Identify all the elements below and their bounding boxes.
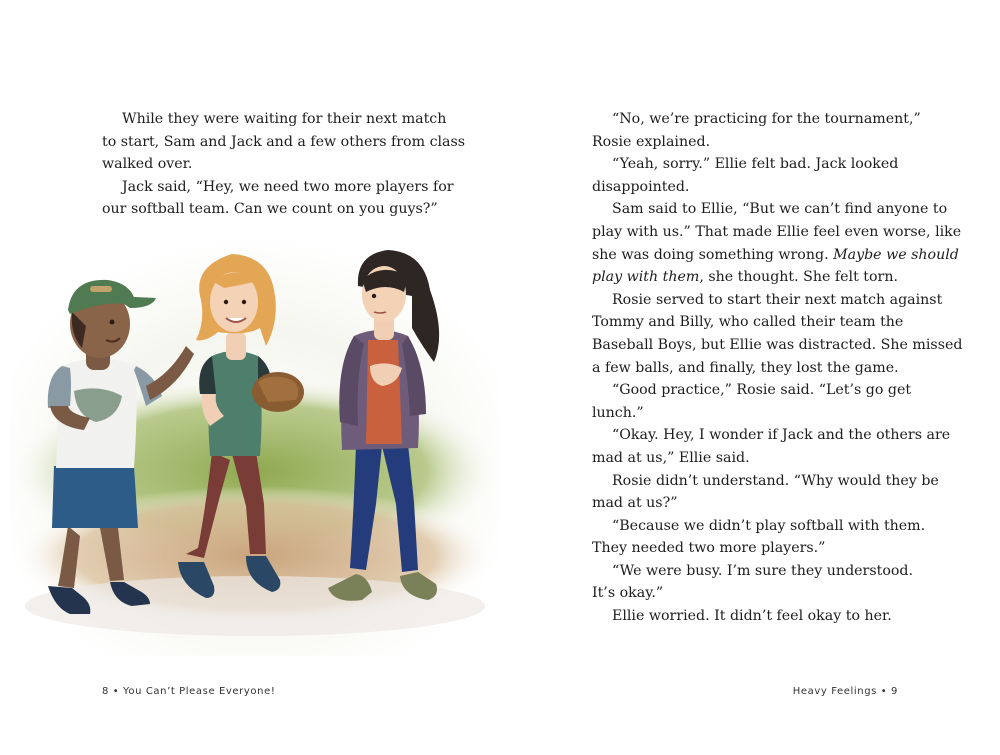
text-line: a few balls, and finally, they lost the game. <box>592 359 899 376</box>
italic-thought: Maybe we should <box>833 246 959 263</box>
text-line: mad at us?” <box>592 495 678 512</box>
text-line <box>592 266 912 289</box>
text-line: While they were waiting for their next match <box>122 111 447 127</box>
text-line: our softball team. Can we count on you guys?” <box>102 201 438 218</box>
text-span: she was doing something wrong. <box>592 246 834 263</box>
illustration-kids-talking <box>10 236 500 656</box>
text-line: Tommy and Billy, who called their team the <box>592 314 904 331</box>
text-line: Rosie didn’t understand. “Why would they be <box>612 472 939 489</box>
text-line: mad at us,” Ellie said. <box>592 449 750 466</box>
left-page-text <box>102 108 466 221</box>
right-page <box>500 0 1000 755</box>
text-line: Rosie explained. <box>592 133 711 150</box>
text-line: play with us.” That made Ellie feel even worse, like <box>592 223 962 240</box>
text-line: Jack said, “Hey, we need two more players for <box>122 178 454 195</box>
text-line: It’s okay.” <box>592 585 664 602</box>
text-line: “Okay. Hey, I wonder if Jack and the others are <box>612 427 951 444</box>
text-line: “No, we’re practicing for the tournament,” <box>612 111 921 127</box>
text-line: Ellie worried. It didn’t feel okay to her. <box>612 608 892 625</box>
right-page-text <box>592 108 963 628</box>
text-line <box>592 244 959 267</box>
left-page-folio: 8 • You Can’t Please Everyone! <box>102 686 276 697</box>
text-line: Sam said to Ellie, “But we can’t find anyone to <box>612 201 948 218</box>
italic-thought: play with them <box>592 269 700 286</box>
text-line: Rosie served to start their next match against <box>612 291 943 308</box>
text-span: , she thought. She felt torn. <box>699 269 898 286</box>
text-line: “Because we didn’t play softball with them. <box>612 517 926 534</box>
text-line: lunch.” <box>592 404 644 421</box>
text-line: “Yeah, sorry.” Ellie felt bad. Jack looked <box>612 156 899 173</box>
text-line: “Good practice,” Rosie said. “Let’s go get <box>612 382 912 399</box>
text-line: disappointed. <box>592 178 690 195</box>
text-line: Baseball Boys, but Ellie was distracted. She missed <box>592 336 963 353</box>
text-line: They needed two more players.” <box>592 540 826 557</box>
text-line: walked over. <box>102 156 193 173</box>
right-page-folio: Heavy Feelings • 9 <box>792 686 898 697</box>
text-line: to start, Sam and Jack and a few others from class <box>102 133 466 150</box>
text-line: “We were busy. I’m sure they understood. <box>612 562 913 579</box>
